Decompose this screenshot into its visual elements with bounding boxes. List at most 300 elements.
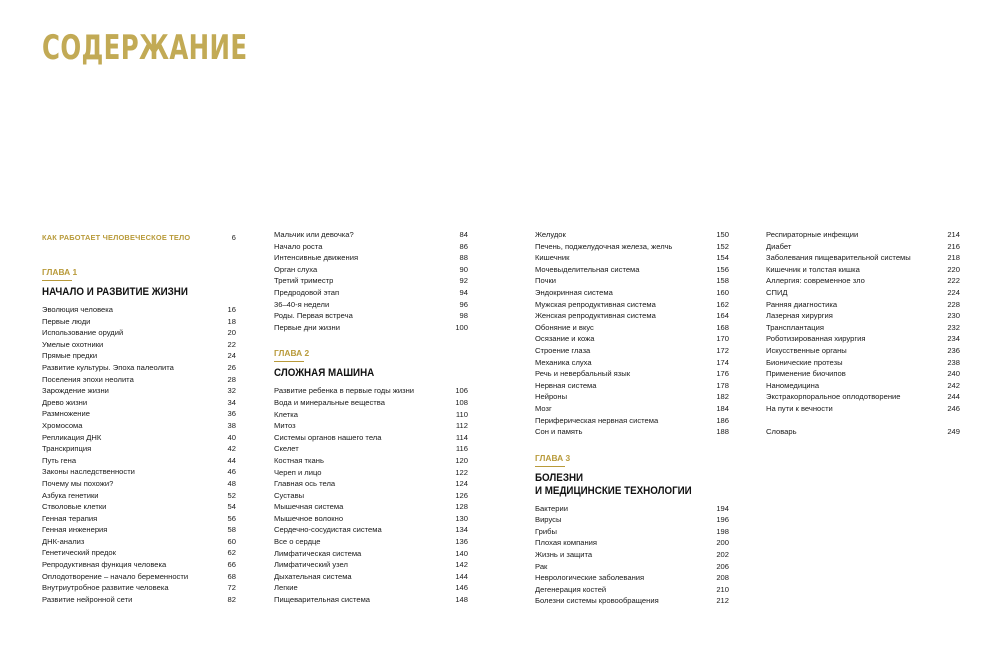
toc-entry-page: 154 [716, 253, 729, 263]
toc-entry-page: 124 [455, 479, 468, 489]
toc-entry-title: Дегенерация костей [535, 584, 607, 594]
toc-entry[interactable] [535, 357, 729, 369]
page-title: СОДЕРЖАНИЕ [42, 28, 248, 68]
toc-intro-page: 6 [231, 233, 236, 242]
toc-entry-page: 42 [227, 444, 236, 454]
toc-entry-title: Мочевыделительная система [535, 264, 640, 274]
toc-entry[interactable] [274, 275, 468, 287]
toc-entry[interactable] [766, 287, 960, 299]
toc-entry[interactable] [535, 403, 729, 415]
toc-entry-title: Внутриутробное развитие человека [42, 583, 169, 593]
toc-entry-page: 92 [459, 276, 468, 286]
chapter-2-title [274, 367, 441, 380]
toc-entry-title: ДНК-анализ [42, 536, 85, 546]
toc-entry-title: 36–40-я недели [274, 299, 330, 309]
toc-entry-title: Сон и память [535, 427, 583, 437]
toc-entry-page: 150 [716, 230, 729, 239]
toc-entry-page: 202 [716, 550, 729, 560]
toc-entry[interactable] [42, 455, 236, 467]
toc-entry-title: Клетка [274, 409, 299, 419]
toc-entry-title: Трансплантация [766, 322, 824, 332]
toc-entry-title: Оплодотворение – начало беременности [42, 571, 189, 581]
toc-entry-page: 114 [455, 432, 468, 442]
chapter-2-rule [274, 361, 304, 362]
toc-entry-page: 106 [455, 386, 468, 396]
toc-entry[interactable] [766, 391, 960, 403]
toc-entry[interactable] [274, 594, 468, 606]
toc-entry-title: Желудок [535, 230, 566, 239]
toc-entry-title: Применение биочипов [766, 369, 846, 379]
toc-entry-page: 22 [227, 339, 236, 349]
toc-entry[interactable] [535, 264, 729, 276]
toc-entry[interactable] [274, 536, 468, 548]
toc-entry-page: 142 [455, 560, 468, 570]
toc-entry[interactable] [274, 264, 468, 276]
chapter-3-entries [535, 503, 729, 607]
toc-entry-title: Интенсивные движения [274, 253, 359, 263]
toc-entry[interactable] [766, 357, 960, 369]
toc-entry[interactable] [535, 561, 729, 573]
toc-entry[interactable] [766, 368, 960, 380]
toc-entry[interactable] [274, 467, 468, 479]
toc-entry-page: 174 [716, 357, 729, 367]
toc-entry-title: Все о сердце [274, 537, 321, 547]
toc-column-2 [274, 229, 468, 606]
toc-entry-page: 66 [227, 560, 236, 570]
column-3-entries [535, 229, 729, 438]
toc-entry-page: 48 [227, 478, 236, 488]
toc-entry-page: 40 [227, 432, 236, 442]
toc-entry[interactable] [274, 409, 468, 421]
toc-entry-page: 208 [716, 573, 729, 583]
toc-entry[interactable] [42, 466, 236, 478]
toc-entry[interactable] [42, 490, 236, 502]
toc-entry[interactable] [535, 584, 729, 596]
toc-entry-title: Развитие ребенка в первые годы жизни [274, 386, 415, 396]
column-2-entries [274, 229, 468, 333]
toc-entry-title: Хромосома [42, 420, 83, 430]
toc-entry-title: Дыхательная система [274, 571, 352, 581]
toc-entry-title: Рак [535, 561, 548, 571]
chapter-title-line: БОЛЕЗНИ [535, 471, 584, 484]
toc-entry-title: Вода и минеральные вещества [274, 397, 385, 407]
toc-entry[interactable] [42, 420, 236, 432]
toc-entry-title: Бионические протезы [766, 357, 843, 367]
toc-entry[interactable] [42, 350, 236, 362]
toc-entry[interactable] [766, 345, 960, 357]
toc-entry[interactable] [535, 275, 729, 287]
toc-entry-title: Древо жизни [42, 397, 88, 407]
toc-entry-title: Эндокринная система [535, 287, 613, 297]
toc-entry-title: Нейроны [535, 392, 568, 402]
toc-entry[interactable] [274, 559, 468, 571]
toc-entry-title: Роды. Первая встреча [274, 311, 353, 321]
toc-entry-page: 20 [227, 328, 236, 338]
toc-entry-page: 200 [716, 538, 729, 548]
toc-entry-title: Законы наследственности [42, 467, 135, 477]
toc-entry-page: 58 [227, 525, 236, 535]
toc-entry-page: 216 [947, 241, 960, 251]
toc-entry-title: Предродовой этап [274, 287, 340, 297]
toc-entry-page: 98 [459, 311, 468, 321]
toc-entry[interactable] [42, 408, 236, 420]
toc-entry[interactable] [535, 310, 729, 322]
toc-entry-title: Почки [535, 276, 557, 286]
toc-entry-title: Развитие культуры. Эпоха палеолита [42, 362, 174, 372]
toc-entry[interactable] [42, 478, 236, 490]
toc-entry-page: 60 [227, 536, 236, 546]
toc-entry[interactable] [535, 549, 729, 561]
toc-entry[interactable] [42, 582, 236, 594]
toc-entry-title: Сердечно-сосудистая система [274, 525, 382, 535]
toc-entry[interactable] [535, 595, 729, 607]
chapter-3-label: ГЛАВА 3 [535, 452, 571, 463]
toc-entry-page: 222 [947, 276, 960, 286]
toc-entry[interactable] [274, 501, 468, 513]
toc-entry[interactable] [274, 524, 468, 536]
toc-entry-title: Транскрипция [42, 444, 92, 454]
toc-entry-page: 218 [947, 253, 960, 263]
toc-entry[interactable] [274, 420, 468, 432]
toc-entry-page: 206 [716, 561, 729, 571]
toc-entry[interactable] [535, 537, 729, 549]
toc-entry-page: 168 [716, 322, 729, 332]
toc-entry[interactable] [274, 582, 468, 594]
toc-entry-page: 56 [227, 513, 236, 523]
toc-entry-page: 160 [716, 287, 729, 297]
toc-entry-page: 148 [455, 595, 468, 605]
toc-entry[interactable] [535, 380, 729, 392]
toc-entry[interactable] [274, 548, 468, 560]
toc-entry-page: 224 [947, 287, 960, 297]
toc-entry-page: 176 [716, 369, 729, 379]
toc-entry[interactable] [42, 316, 236, 328]
toc-entry-title: Мозг [535, 403, 552, 413]
toc-entry-page: 232 [947, 322, 960, 332]
toc-intro-title: КАК РАБОТАЕТ ЧЕЛОВЕЧЕСКОЕ ТЕЛО [42, 233, 191, 242]
toc-entry-title: Прямые предки [42, 351, 98, 361]
toc-entry-page: 126 [455, 490, 468, 500]
toc-entry[interactable] [274, 322, 468, 334]
toc-entry-page: 146 [455, 583, 468, 593]
toc-entry-title: Развитие нейронной сети [42, 594, 133, 604]
toc-entry-page: 186 [716, 415, 729, 425]
toc-entry-title: Размножение [42, 409, 90, 419]
toc-entry-title: Использование орудий [42, 328, 124, 338]
toc-entry-page: 128 [455, 502, 468, 512]
toc-entry[interactable] [42, 443, 236, 455]
toc-entry[interactable] [766, 252, 960, 264]
toc-entry-title: Обоняние и вкус [535, 322, 594, 332]
toc-entry-page: 198 [716, 526, 729, 536]
toc-entry[interactable] [274, 229, 468, 241]
toc-entry[interactable] [766, 264, 960, 276]
toc-entry[interactable] [535, 514, 729, 526]
toc-entry-page: 156 [716, 264, 729, 274]
toc-entry-title: Диабет [766, 241, 792, 251]
toc-entry[interactable] [766, 299, 960, 311]
toc-entry[interactable] [42, 374, 236, 386]
chapter-title-line: НАЧАЛО И РАЗВИТИЕ ЖИЗНИ [42, 286, 188, 298]
toc-entry[interactable] [42, 524, 236, 536]
toc-entry-title: Жизнь и защита [535, 550, 593, 560]
toc-entry-title: Репродуктивная функция человека [42, 560, 167, 570]
toc-entry-title: Мальчик или девочка? [274, 230, 354, 239]
toc-entry[interactable] [274, 455, 468, 467]
toc-entry-title: Речь и невербальный язык [535, 369, 631, 379]
toc-entry-page: 36 [227, 409, 236, 419]
toc-entry-page: 246 [947, 403, 960, 413]
toc-entry-page: 188 [716, 427, 729, 437]
toc-entry[interactable] [274, 252, 468, 264]
toc-entry[interactable] [535, 415, 729, 427]
toc-entry-title: Ранняя диагностика [766, 299, 838, 309]
chapter-1-title [42, 286, 209, 299]
toc-entry-page: 238 [947, 357, 960, 367]
toc-entry-title: Стволовые клетки [42, 502, 107, 512]
toc-entry[interactable] [535, 333, 729, 345]
toc-entry[interactable] [766, 275, 960, 287]
toc-entry-page: 158 [716, 276, 729, 286]
toc-entry-title: Череп и лицо [274, 467, 322, 477]
toc-entry-title: Генная инженерия [42, 525, 108, 535]
chapter-1-rule [42, 280, 72, 281]
toc-column-4 [766, 229, 960, 437]
toc-entry-title: Периферическая нервная система [535, 415, 659, 425]
toc-entry-title: Наномедицина [766, 380, 820, 390]
toc-entry-title: Третий триместр [274, 276, 334, 286]
toc-intro-entry[interactable] [42, 229, 236, 247]
toc-entry[interactable] [274, 443, 468, 455]
toc-entry-page: 52 [227, 490, 236, 500]
toc-entry-page: 178 [716, 380, 729, 390]
toc-entry-title: Болезни системы кровообращения [535, 596, 659, 606]
toc-entry-page: 88 [459, 253, 468, 263]
toc-entry-page: 236 [947, 345, 960, 355]
toc-entry-title: Механика слуха [535, 357, 592, 367]
toc-entry[interactable] [42, 432, 236, 444]
toc-entry-page: 72 [227, 583, 236, 593]
chapter-2-label: ГЛАВА 2 [274, 348, 310, 359]
toc-entry-title: Костная ткань [274, 455, 324, 465]
toc-entry-title: Суставы [274, 490, 305, 500]
toc-entry[interactable] [42, 513, 236, 525]
toc-entry[interactable] [766, 403, 960, 415]
toc-entry-page: 94 [459, 287, 468, 297]
toc-entry-title: Словарь [766, 426, 797, 436]
toc-entry[interactable] [274, 241, 468, 253]
toc-entry[interactable] [535, 229, 729, 241]
toc-entry-page: 24 [227, 351, 236, 361]
toc-entry-title: Нервная система [535, 380, 597, 390]
toc-entry-title: Первые дни жизни [274, 322, 340, 332]
toc-column-1 [42, 229, 236, 605]
toc-entry-page: 116 [455, 444, 468, 454]
chapter-1-label: ГЛАВА 1 [42, 267, 78, 277]
toc-entry-page: 68 [227, 571, 236, 581]
toc-entry-title: Лимфатический узел [274, 560, 348, 570]
toc-entry-title: СПИД [766, 287, 788, 297]
toc-entry-page: 82 [227, 594, 236, 604]
toc-entry-title: Генетический предок [42, 548, 116, 558]
toc-entry-page: 26 [227, 362, 236, 372]
toc-entry[interactable] [535, 252, 729, 264]
toc-entry[interactable] [766, 310, 960, 322]
toc-entry-title: Роботизированная хирургия [766, 334, 866, 344]
toc-entry-page: 244 [947, 392, 960, 402]
toc-entry[interactable] [535, 322, 729, 334]
toc-entry[interactable] [42, 571, 236, 583]
toc-entry-title: Искусственные органы [766, 345, 847, 355]
toc-entry-title: Печень, поджелудочная железа, желчь [535, 241, 673, 251]
toc-entry-page: 242 [947, 380, 960, 390]
toc-entry-page: 112 [455, 421, 468, 431]
toc-entry-title: Строение глаза [535, 345, 591, 355]
toc-entry[interactable] [274, 571, 468, 583]
toc-entry-page: 240 [947, 369, 960, 379]
toc-entry-page: 96 [459, 299, 468, 309]
toc-entry-title: Почему мы похожи? [42, 478, 114, 488]
toc-entry[interactable] [42, 536, 236, 548]
toc-entry[interactable] [274, 513, 468, 525]
toc-entry[interactable] [535, 426, 729, 438]
toc-entry-title: Орган слуха [274, 264, 318, 274]
toc-entry[interactable] [42, 385, 236, 397]
toc-entry[interactable] [42, 339, 236, 351]
toc-entry[interactable] [766, 229, 960, 241]
toc-entry-title: Системы органов нашего тела [274, 432, 382, 442]
toc-entry-title: Митоз [274, 421, 296, 431]
toc-entry[interactable] [535, 503, 729, 515]
toc-entry[interactable] [535, 526, 729, 538]
toc-entry-page: 32 [227, 386, 236, 396]
toc-entry[interactable] [535, 368, 729, 380]
toc-entry-title: Мужская репродуктивная система [535, 299, 656, 309]
toc-entry-title: Лазерная хирургия [766, 311, 833, 321]
toc-column-3 [535, 229, 729, 607]
toc-entry-title: Пищеварительная система [274, 595, 371, 605]
toc-entry[interactable] [766, 380, 960, 392]
toc-entry-title: Главная ось тела [274, 479, 336, 489]
toc-entry-page: 194 [716, 503, 729, 513]
toc-entry[interactable] [274, 478, 468, 490]
toc-entry-title: Мышечная система [274, 502, 344, 512]
toc-entry[interactable] [274, 287, 468, 299]
toc-entry[interactable] [766, 333, 960, 345]
toc-entry-page: 196 [716, 515, 729, 525]
toc-entry-page: 230 [947, 311, 960, 321]
toc-entry-page: 182 [716, 392, 729, 402]
toc-entry-page: 172 [716, 345, 729, 355]
toc-entry-title: Кишечник и толстая кишка [766, 264, 860, 274]
toc-entry[interactable] [42, 559, 236, 571]
toc-entry-title: Респираторные инфекции [766, 230, 859, 239]
toc-entry-page: 152 [716, 241, 729, 251]
toc-entry[interactable] [42, 397, 236, 409]
toc-entry-title: Плохая компания [535, 538, 598, 548]
toc-entry-title: Кишечник [535, 253, 570, 263]
toc-entry-page: 234 [947, 334, 960, 344]
toc-entry-title: Начало роста [274, 241, 323, 251]
toc-entry-page: 120 [455, 455, 468, 465]
toc-entry-title: Зарождение жизни [42, 386, 109, 396]
toc-entry[interactable] [535, 345, 729, 357]
toc-entry-title: Вирусы [535, 515, 562, 525]
toc-entry-page: 210 [716, 584, 729, 594]
toc-entry-page: 108 [455, 397, 468, 407]
toc-entry-page: 212 [716, 596, 729, 606]
toc-entry-page: 38 [227, 420, 236, 430]
toc-entry-page: 54 [227, 502, 236, 512]
toc-entry[interactable] [274, 299, 468, 311]
toc-entry-title: Неврологические заболевания [535, 573, 645, 583]
toc-entry[interactable] [766, 322, 960, 334]
toc-entry-page: 130 [455, 513, 468, 523]
toc-entry-title: Женская репродуктивная система [535, 311, 656, 321]
toc-entry-title: Азбука генетики [42, 490, 99, 500]
toc-entry[interactable] [42, 362, 236, 374]
toc-entry[interactable] [274, 385, 468, 397]
toc-entry-title: На пути к вечности [766, 403, 833, 413]
toc-entry-page: 110 [455, 409, 468, 419]
toc-entry-title: Репликация ДНК [42, 432, 102, 442]
toc-glossary-entry[interactable] [766, 426, 960, 438]
toc-entry-page: 214 [947, 230, 960, 239]
toc-entry-title: Осязание и кожа [535, 334, 595, 344]
toc-entry[interactable] [274, 310, 468, 322]
chapter-title-line: И МЕДИЦИНСКИЕ ТЕХНОЛОГИИ [535, 484, 692, 497]
toc-entry[interactable] [274, 432, 468, 444]
toc-entry-title: Эволюция человека [42, 305, 113, 314]
toc-entry[interactable] [766, 241, 960, 253]
toc-entry[interactable] [42, 304, 236, 316]
toc-entry-page: 44 [227, 455, 236, 465]
toc-entry-page: 144 [455, 571, 468, 581]
chapter-3-title [535, 472, 702, 498]
toc-entry-page: 228 [947, 299, 960, 309]
toc-entry-page: 16 [227, 305, 236, 314]
toc-entry[interactable] [535, 391, 729, 403]
toc-entry-page: 140 [455, 548, 468, 558]
toc-entry[interactable] [535, 572, 729, 584]
toc-entry-title: Мышечное волокно [274, 513, 344, 523]
toc-entry[interactable] [535, 241, 729, 253]
toc-entry-page: 220 [947, 264, 960, 274]
toc-entry-title: Поселения эпохи неолита [42, 374, 134, 384]
toc-entry-title: Генная терапия [42, 513, 98, 523]
toc-entry-page: 84 [459, 230, 468, 239]
toc-entry-title: Заболевания пищеварительной системы [766, 253, 911, 263]
toc-entry[interactable] [535, 287, 729, 299]
toc-entry[interactable] [535, 299, 729, 311]
chapter-3-rule [535, 466, 565, 467]
toc-entry[interactable] [42, 327, 236, 339]
toc-entry[interactable] [274, 490, 468, 502]
toc-entry[interactable] [42, 547, 236, 559]
column-4-entries [766, 229, 960, 415]
chapter-title-line: СЛОЖНАЯ МАШИНА [274, 367, 375, 380]
toc-entry[interactable] [42, 501, 236, 513]
chapter-1-entries [42, 304, 236, 605]
toc-entry[interactable] [274, 397, 468, 409]
toc-entry-page: 90 [459, 264, 468, 274]
toc-entry[interactable] [42, 594, 236, 606]
toc-entry-title: Легкие [274, 583, 298, 593]
toc-entry-page: 134 [455, 525, 468, 535]
toc-entry-title: Путь гена [42, 455, 77, 465]
toc-entry-page: 184 [716, 403, 729, 413]
toc-entry-page: 86 [459, 241, 468, 251]
